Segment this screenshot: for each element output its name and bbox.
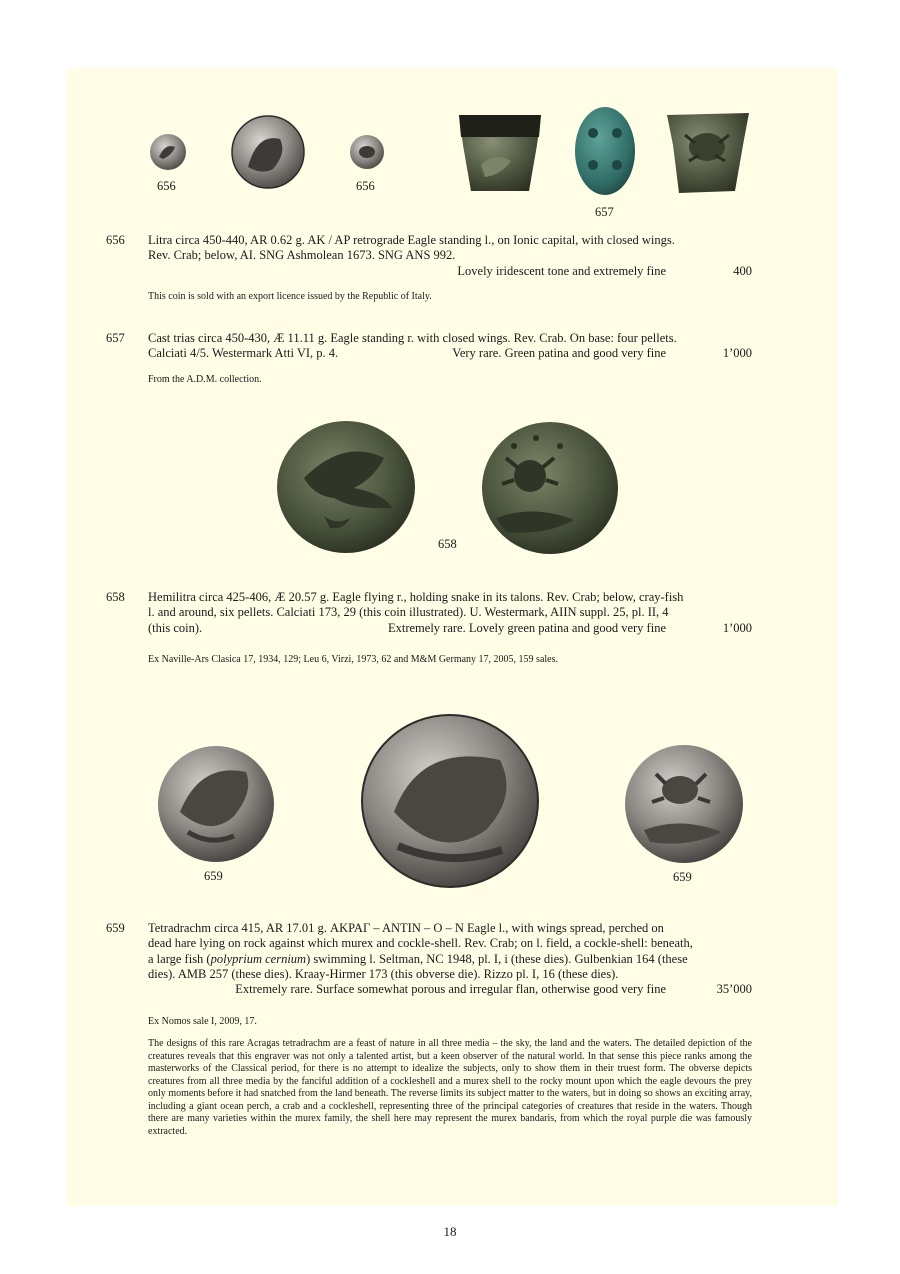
lot-656-line-1: Litra circa 450-440, AR 0.62 g. AK / AP retrograde Eagle standing l., on Ionic capital, with closed wings. [148,233,675,247]
lot-657-line-2: Calciati 4/5. Westermark Atti VI, p. 4. [148,346,339,361]
lot-number-657: 657 [106,331,125,345]
coin-659-obverse-small [158,746,274,862]
lot-659-essay: The designs of this rare Acragas tetradrachm are a feast of nature in all three media – the sky, the land and the waters. The detailed depiction of the creatures reveals that this engraver was not only a talented artist, but a keen observer of the natural world. In that sense this piece ranks among the masterworks of the Classical period, for there is no attempt to idealize the subjects, only to show them in their truest form. The obverse depicts creatures from all three media by the fanciful addition of a cockleshell and a murex shell to the rocky mount upon which the eagle devours the prey only moments before it had snatched from the land beneath. The reverse limits its subject matter to the waters, but in doing so shows an exciting array, including a giant ocean perch, a crab and a cockleshell, representing three of the principal categories of creatures that reside in the waters. Though there are many varieties within the murex family, the shell here may represent the murex bandaris, from which the royal purple die was famously extracted. [148,1038,752,1137]
lot-659-price: 35’000 [716,982,752,997]
lot-659-note: Ex Nomos sale I, 2009, 17. [148,1016,257,1027]
lot-658-line-1: Hemilitra circa 425-406, Æ 20.57 g. Eagle flying r., holding snake in its talons. Rev. Crab; below, cray-fish [148,590,684,604]
lot-description-656 [148,233,752,279]
lot-657-price: 1’000 [722,346,752,361]
coin-658-reverse [482,422,618,554]
lot-658-price: 1’000 [722,620,752,635]
coin-659-reverse-small [625,745,743,863]
coin-659-obverse-enlarged [362,715,538,887]
lot-659-line-4: dies). AMB 257 (these dies). Kraay-Hirmer 173 (this obverse die). Rizzo pl. I, 16 (these dies). [148,966,619,981]
caption-657: 657 [595,205,614,219]
lot-number-656: 656 [106,233,125,247]
coin-images-656-657 [145,105,765,205]
coin-images-659 [150,712,750,897]
caption-658: 658 [438,537,457,551]
lot-657-line-1: Cast trias circa 450-430, Æ 11.11 g. Eagle standing r. with closed wings. Rev. Crab. On base: four pellets. [148,331,677,345]
coin-657-base [459,115,541,191]
page-number: 18 [443,1224,457,1239]
caption-656-b: 656 [356,179,375,193]
lot-659-line-1: Tetradrachm circa 415, AR 17.01 g. ΑΚΡΑΓ – ΑΝΤΙΝ – Ο – Ν Eagle l., with wings spread, perched on [148,921,664,935]
lot-656-note: This coin is sold with an export licence issued by the Republic of Italy. [148,291,432,302]
lot-658-note: Ex Naville-Ars Clasica 17, 1934, 129; Leu 6, Virzi, 1973, 62 and M&M Germany 17, 2005, 159 sales. [148,654,558,665]
caption-656-a: 656 [157,179,176,193]
lot-659-grade: Extremely rare. Surface somewhat porous and irregular flan, otherwise good very fine [235,982,666,997]
lot-number-658: 658 [106,590,125,604]
species-name: polyprium cernium [210,951,307,966]
lot-658-line-2: l. and around, six pellets. Calciati 173, 29 (this coin illustrated). U. Westermark, AIIN suppl. 25, pl. II, 4 [148,605,669,620]
coin-656-enlarged [232,116,304,188]
lot-number-659: 659 [106,921,125,935]
lot-658-line-3: (this coin). [148,620,203,635]
coin-656-reverse [350,135,384,169]
lot-description-658 [148,590,752,636]
lot-656-grade: Lovely iridescent tone and extremely fine [457,263,666,278]
lot-659-line-3: a large fish (polyprium cernium) swimming l. Seltman, NC 1948, pl. I, i (these dies). Gulbenkian 164 (these [148,951,688,966]
coin-658-obverse [277,421,415,553]
lot-657-grade: Very rare. Green patina and good very fine [452,346,666,361]
coin-657-pellets-face [575,107,635,195]
coin-657-crab-side [667,113,749,193]
lot-description-659 [148,921,752,997]
caption-659-a: 659 [204,869,223,883]
lot-description-657 [148,331,752,362]
lot-656-price: 400 [733,263,752,278]
lot-658-grade: Extremely rare. Lovely green patina and good very fine [387,620,666,635]
coin-656-obverse [150,134,186,170]
lot-657-note: From the A.D.M. collection. [148,374,262,385]
lot-659-line-2: dead hare lying on rock against which murex and cockle-shell. Rev. Crab; on l. field, a cockle-shell: beneath, [148,936,693,951]
caption-659-b: 659 [673,870,692,884]
lot-656-line-2: Rev. Crab; below, AI. SNG Ashmolean 1673. SNG ANS 992. [148,248,456,263]
